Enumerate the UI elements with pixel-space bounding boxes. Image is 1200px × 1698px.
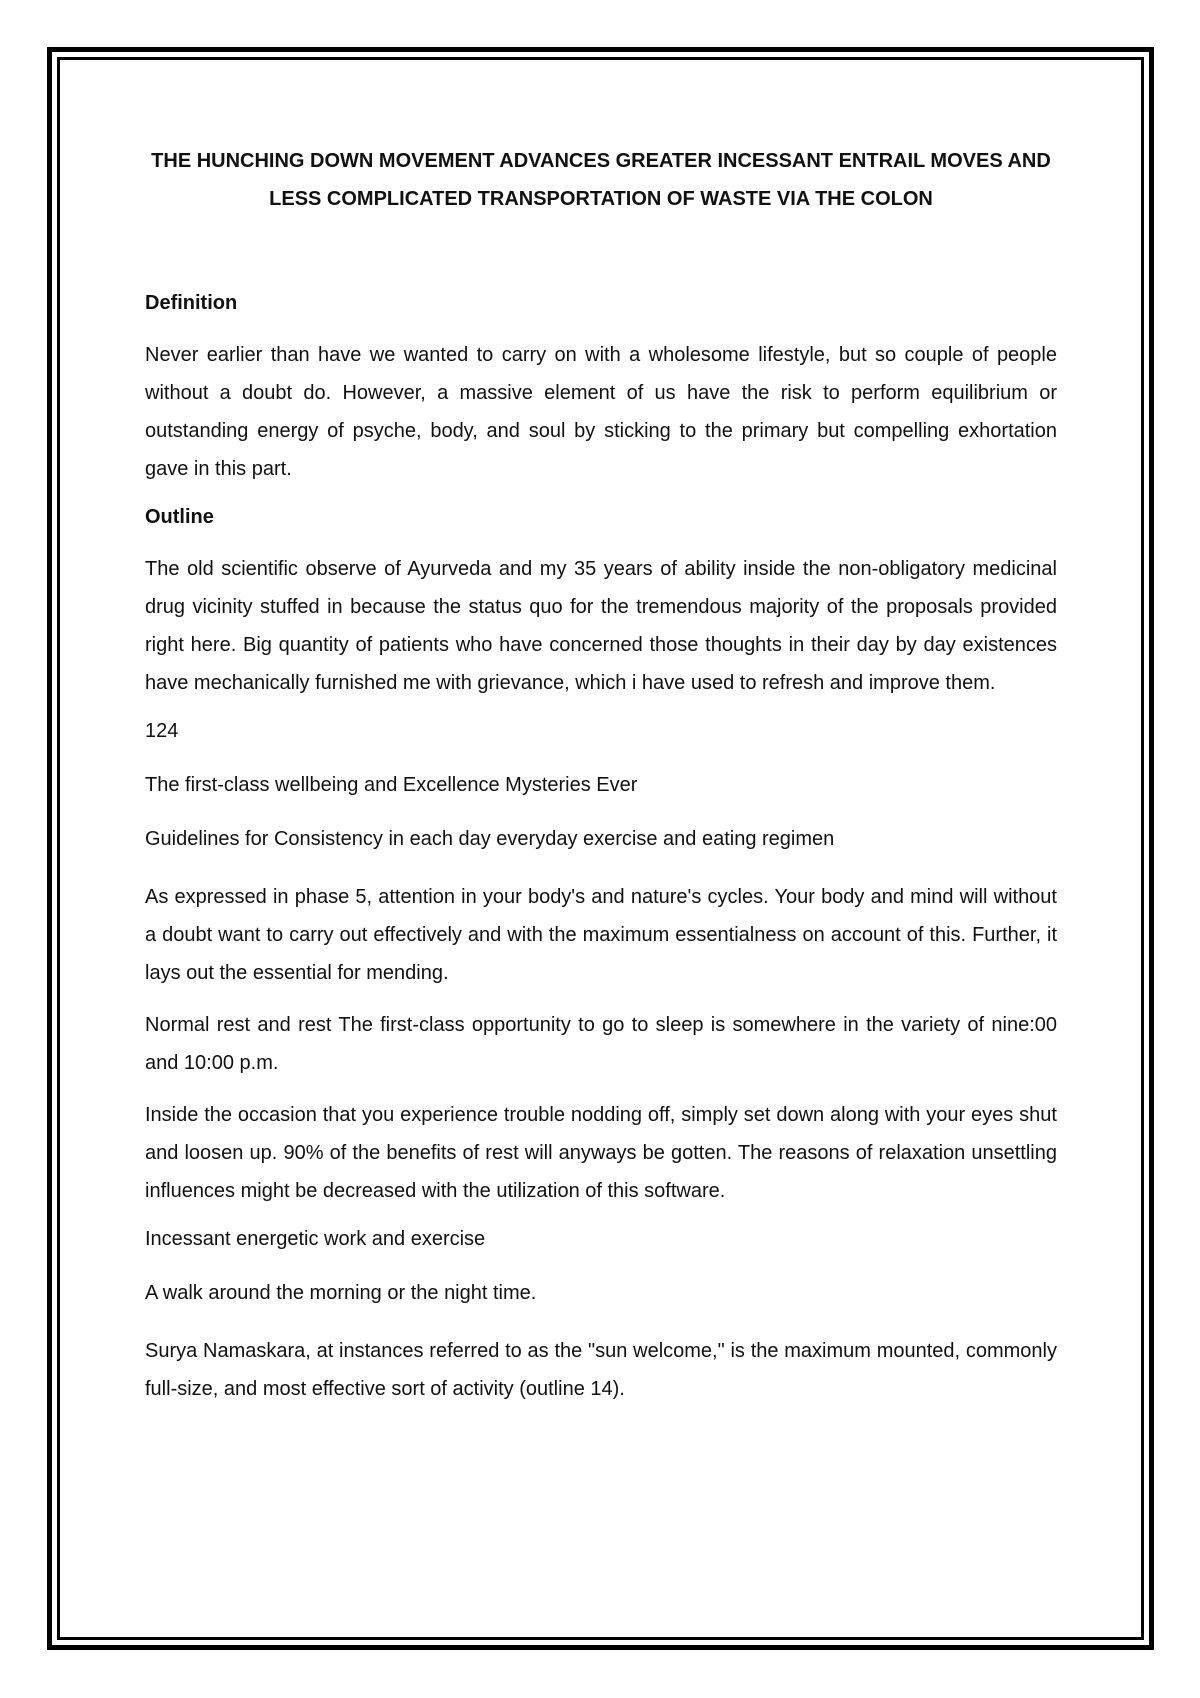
surya-paragraph: Surya Namaskara, at instances referred to as the "sun welcome," is the maximum mounted, commonly full-size, and most effective sort of activity (outline 14).: [145, 1340, 1057, 1400]
definition-paragraph: Never earlier than have we wanted to carry on with a wholesome lifestyle, but so couple of people without a doubt do. However, a massive element of us have the risk to perform equilibrium or outstanding energy of psyche, body, and soul by sticking to the primary but compelling exhortation gave in this part.: [145, 344, 1057, 480]
document-title: THE HUNCHING DOWN MOVEMENT ADVANCES GREATER INCESSANT ENTRAIL MOVES AND LESS COMPLICATED TRANSPORTATION OF WASTE VIA THE COLON: [151, 150, 1051, 210]
document-body: [145, 142, 1057, 1422]
outline-heading: Outline: [145, 506, 214, 528]
rest-paragraph: Normal rest and rest The first-class opportunity to go to sleep is somewhere in the variety of nine:00 and 10:00 p.m.: [145, 1014, 1057, 1074]
book-title-line: The first-class wellbeing and Excellence Mysteries Ever: [145, 774, 638, 796]
exercise-line: Incessant energetic work and exercise: [145, 1228, 486, 1250]
definition-heading: Definition: [145, 292, 238, 314]
outline-paragraph: The old scientific observe of Ayurveda and my 35 years of ability inside the non-obligatory medicinal drug vicinity stuffed in because the status quo for the tremendous majority of the proposals provided right here. Big quantity of patients who have concerned those thoughts in their day by day existences have mechanically furnished me with grievance, which i have used to refresh and improve them.: [145, 558, 1057, 694]
sleep-paragraph: Inside the occasion that you experience trouble nodding off, simply set down along with your eyes shut and loosen up. 90% of the benefits of rest will anyways be gotten. The reasons of relaxation unsettling influences might be decreased with the utilization of this software.: [145, 1104, 1057, 1202]
walk-line: A walk around the morning or the night time.: [145, 1282, 537, 1304]
page-number: 124: [145, 720, 179, 742]
phase-paragraph: As expressed in phase 5, attention in your body's and nature's cycles. Your body and mind will without a doubt want to carry out effectively and with the maximum essentialness on account of this. Further, it lays out the essential for mending.: [145, 886, 1057, 984]
guidelines-line: Guidelines for Consistency in each day everyday exercise and eating regimen: [145, 828, 835, 850]
